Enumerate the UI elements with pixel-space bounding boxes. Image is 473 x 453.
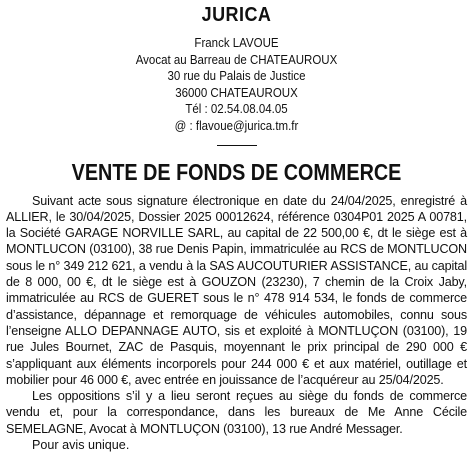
- phone-number: Tél : 02.54.08.04.05: [185, 102, 288, 117]
- notice-paragraph-sale: Suivant acte sous signature électronique en date du 24/04/2025, enregistré à ALLIER, le 30/04/2025, Dossier 2025 00012624, référence 0304P01 2025 A 00781, la Société GARAGE NORVILLE SARL, au capital de 22 500,00 €, dt le siège est à MONTLUCON (03100), 38 rue Denis Papin, immatriculée au RCS de MONTLUCON sous le n° 349 212 621, a vendu à la SAS AUCOUTURIER ASSISTANCE, au capital de 8 000, 00 €, dt le siège est à GOUZON (23230), 7 chemin de la Croix Jaby, immatriculée au RCS de GUERET sous le n° 478 914 534, le fonds de commerce d’assistance, dépannage et remorquage de véhicules automobiles, connu sous l’enseigne ALLO DEPANNAGE AUTO, sis et exploité à MONTLUÇON (03100), 19 rue Jules Bournet, ZAC de Pasquis, moyennant le prix principal de 290 000 € s’appliquant aux éléments incorporels pour 244 000 € et aux matériel, outillage et mobilier pour 46 000 €, avec entrée en jouissance de l’acquéreur au 25/04/2025.: [6, 193, 467, 387]
- address-city: 36000 CHATEAUROUX: [175, 85, 298, 100]
- lawyer-name: Franck LAVOUE: [194, 36, 279, 50]
- notice-paragraph-oppositions: Les oppositions s’il y a lieu seront reçues au siège du fonds de commerce vendu et, pour la correspondance, dans les bureaux de Me Anne Cécile SEMELAGNE, Avocat à MONTLUÇON (03100), 13 rue André Messager.: [6, 389, 467, 436]
- address-street: 30 rue du Palais de Justice: [167, 69, 306, 84]
- notice-title: VENTE DE FONDS DE COMMERCE: [71, 158, 402, 185]
- header-divider: [217, 145, 257, 146]
- firm-name: JURICA: [201, 4, 272, 26]
- lawyer-title: Avocat au Barreau de CHATEAUROUX: [135, 52, 338, 67]
- lawyer-header: [6, 4, 467, 135]
- notice-closing: Pour avis unique.: [32, 438, 130, 453]
- email-address: @ : flavoue@jurica.tm.fr: [174, 118, 299, 133]
